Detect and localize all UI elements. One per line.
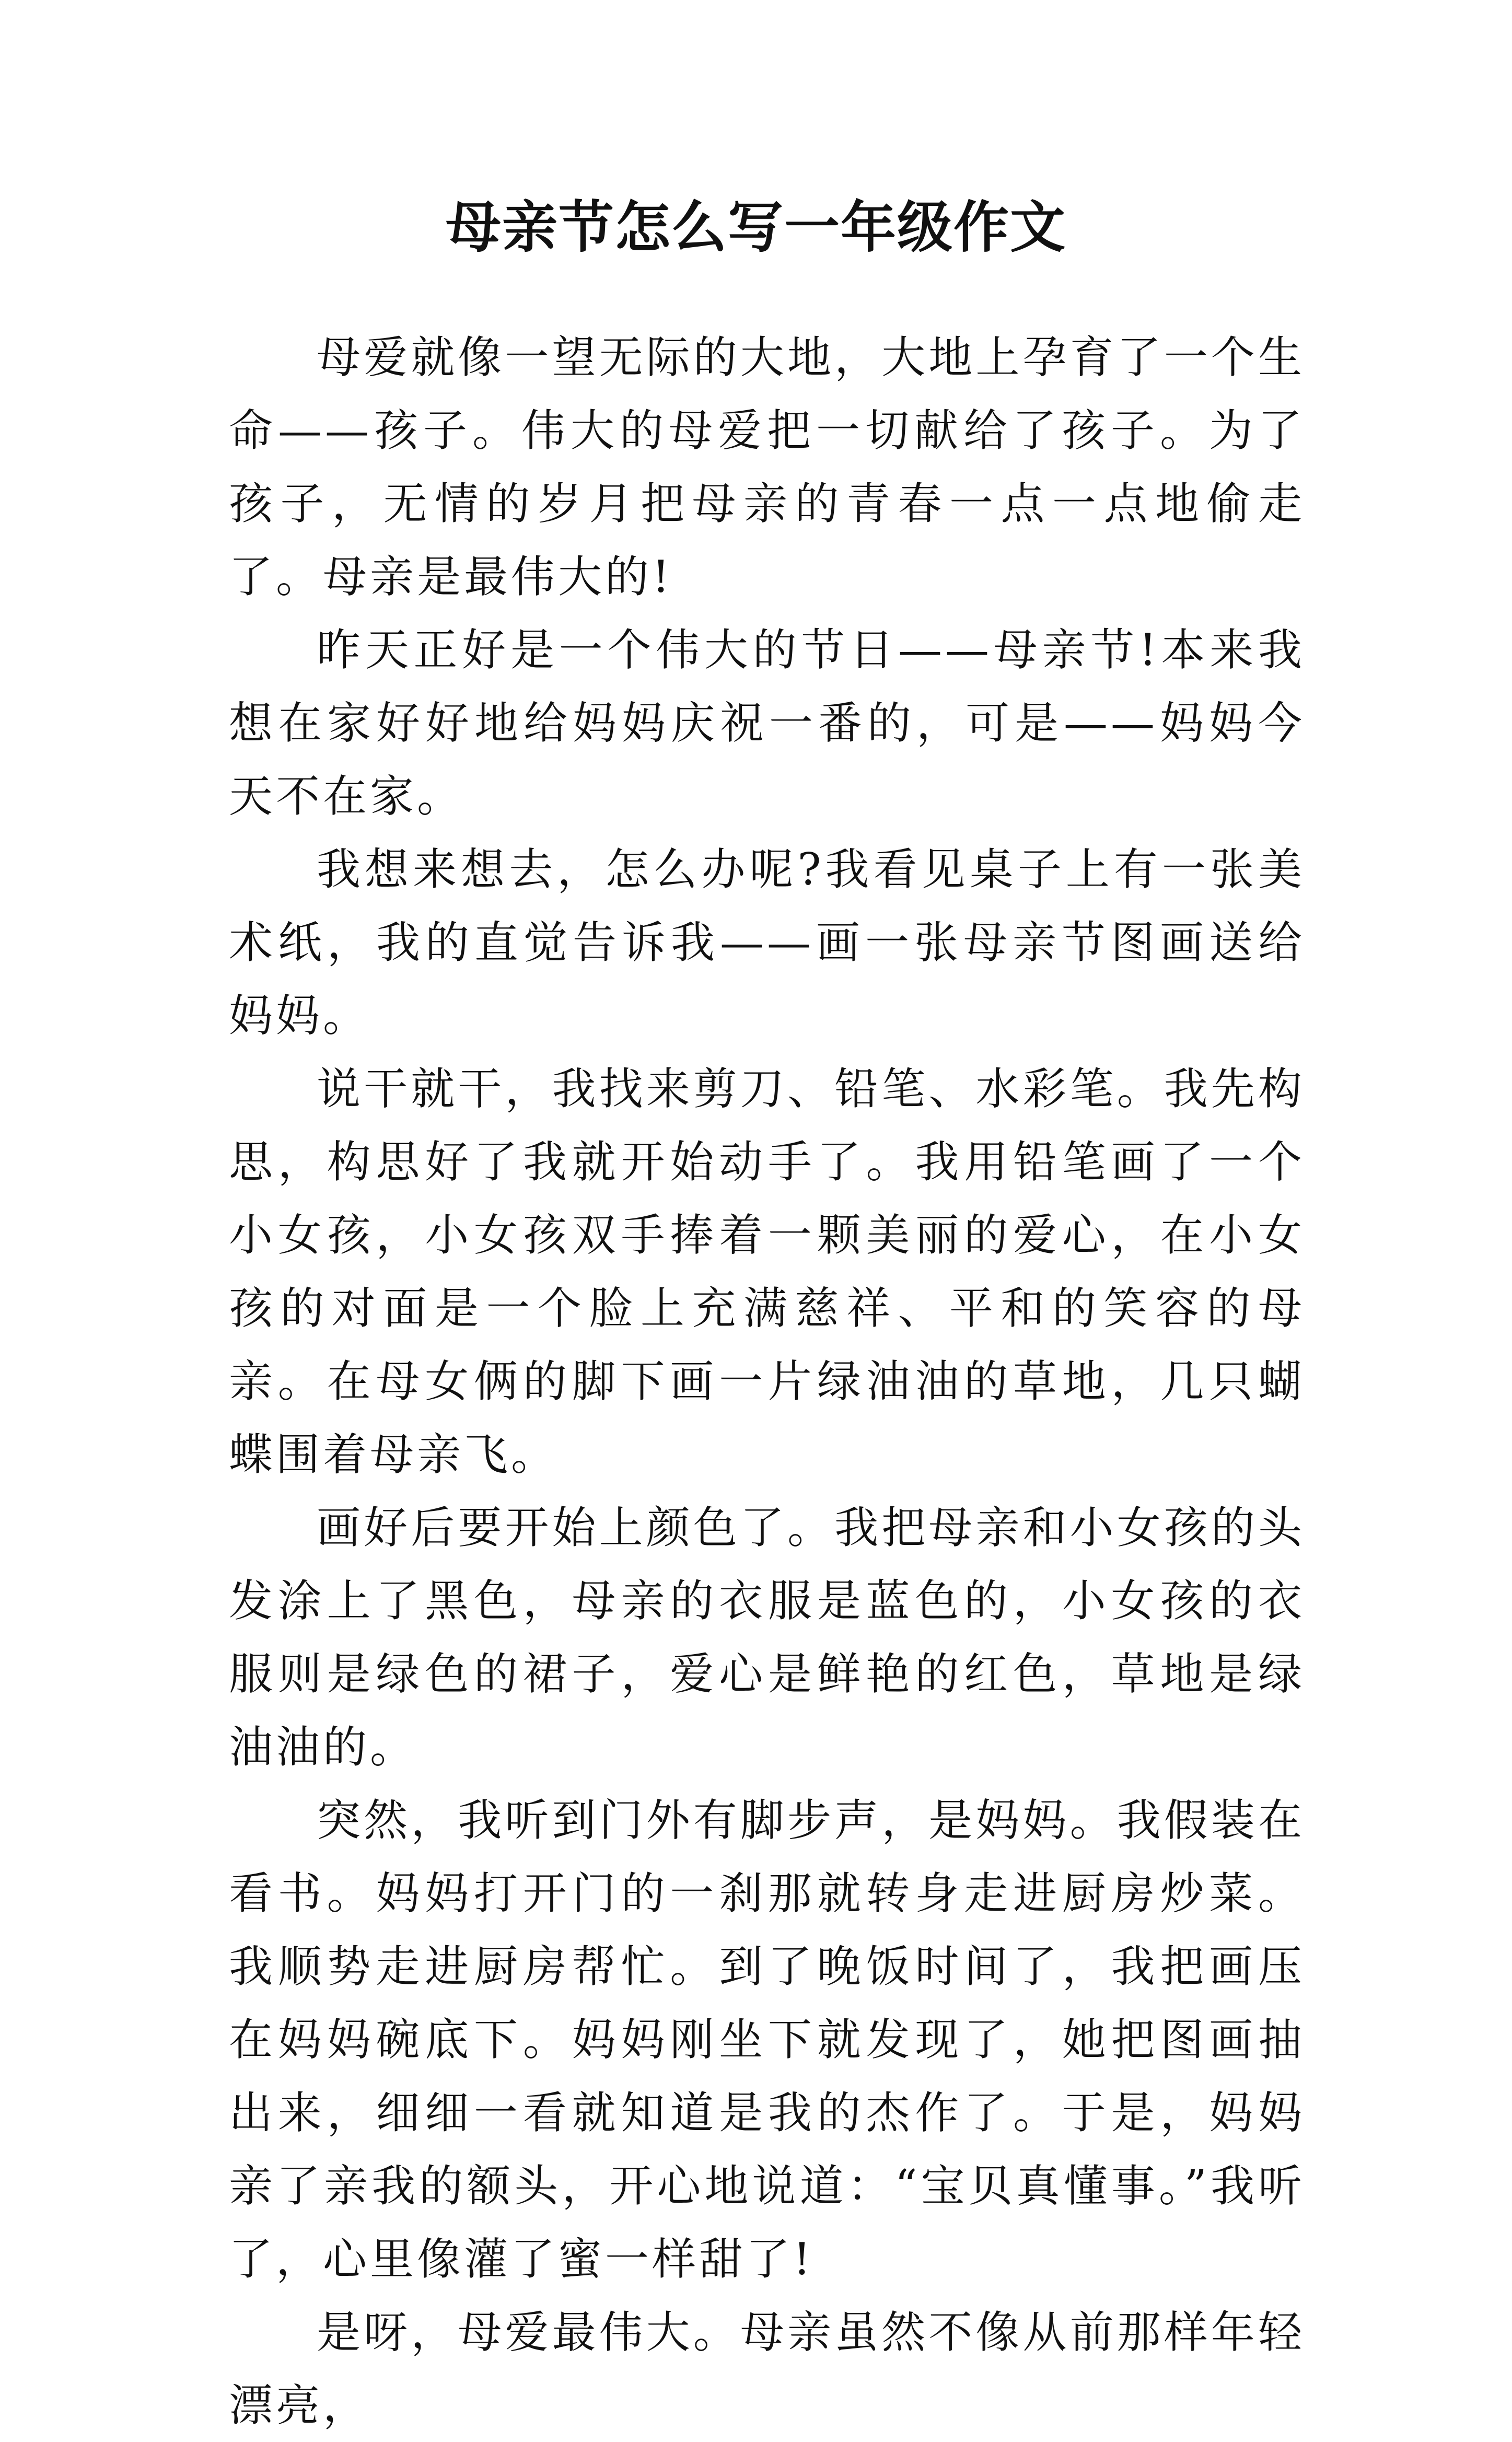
paragraph-2: 昨天正好是一个伟大的节日——母亲节!本来我想在家好好地给妈妈庆祝一番的，可是——妈妈今天不在家。 <box>229 624 1305 822</box>
paragraph-1: 母爱就像一望无际的大地，大地上孕育了一个生命——孩子。伟大的母爱把一切献给了孩子。为了孩子，无情的岁月把母亲的青春一点一点地偷走了。母亲是最伟大的! <box>229 332 1305 602</box>
paragraph-6: 突然，我听到门外有脚步声，是妈妈。我假装在看书。妈妈打开门的一刹那就转身走进厨房炒菜。我顺势走进厨房帮忙。到了晚饭时间了，我把画压在妈妈碗底下。妈妈刚坐下就发现了，她把图画抽出来，细细一看就知道是我的杰作了。于是，妈妈亲了亲我的额头，开心地说道：“宝贝真懂事。”我听了，心里像灌了蜜一样甜了! <box>229 1795 1305 2285</box>
paragraph-5: 画好后要开始上颜色了。我把母亲和小女孩的头发涂上了黑色，母亲的衣服是蓝色的，小女孩的衣服则是绿色的裙子，爱心是鲜艳的红色，草地是绿油油的。 <box>229 1502 1305 1773</box>
document-body <box>229 321 1305 2442</box>
paragraph-4: 说干就干，我找来剪刀、铅笔、水彩笔。我先构思，构思好了我就开始动手了。我用铅笔画了一个小女孩，小女孩双手捧着一颗美丽的爱心，在小女孩的对面是一个脸上充满慈祥、平和的笑容的母亲。在母女俩的脚下画一片绿油油的草地，几只蝴蝶围着母亲飞。 <box>229 1063 1305 1480</box>
document-title: 母亲节怎么写一年级作文 <box>446 194 1066 260</box>
paragraph-3: 我想来想去，怎么办呢?我看见桌子上有一张美术纸，我的直觉告诉我——画一张母亲节图画送给妈妈。 <box>229 844 1305 1041</box>
paragraph-7: 是呀，母爱最伟大。母亲虽然不像从前那样年轻漂亮， <box>229 2307 1305 2431</box>
